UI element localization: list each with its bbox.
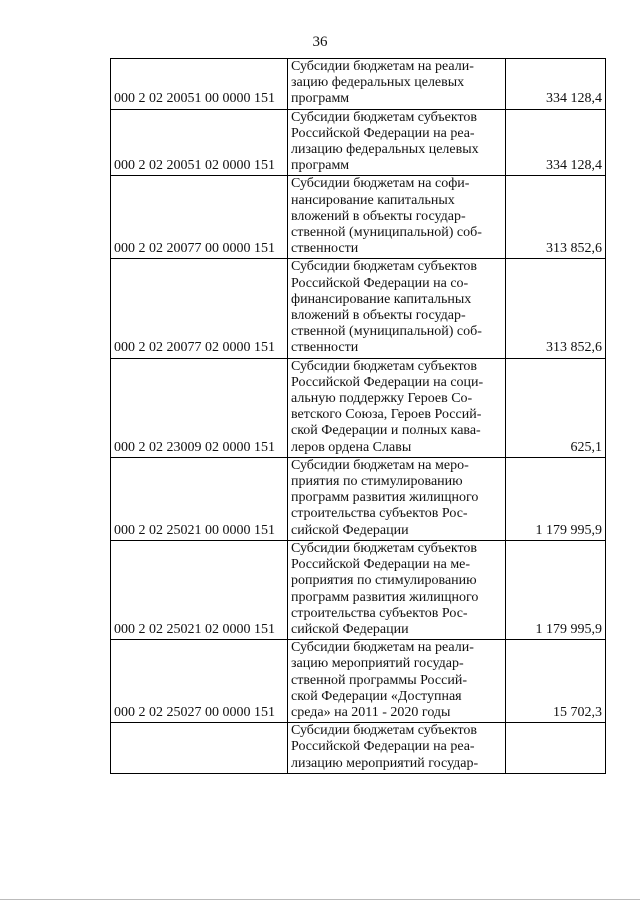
description-line: Российской Федерации на со-: [291, 275, 469, 291]
amount-cell: 15 702,3: [506, 640, 606, 723]
amount-cell: 313 852,6: [506, 176, 606, 259]
description-line: программ развития жилищного: [291, 589, 479, 605]
budget-code-cell: 000 2 02 20077 00 0000 151: [111, 176, 288, 259]
description-line: программ: [291, 158, 350, 174]
description-cell: [288, 723, 506, 774]
table-row: [111, 109, 606, 176]
budget-table: [110, 58, 606, 774]
amount-cell: [506, 723, 606, 774]
amount-cell: 313 852,6: [506, 259, 606, 358]
description-line: ственности: [291, 241, 359, 257]
description-cell: [288, 59, 506, 110]
description-line: строительства субъектов Рос-: [291, 506, 468, 522]
description-cell: [288, 259, 506, 358]
description-line: леров ордена Славы: [291, 439, 412, 455]
budget-code-cell: 000 2 02 20077 02 0000 151: [111, 259, 288, 358]
description-line: вложений в объекты государ-: [291, 208, 466, 224]
description-line: Субсидии бюджетам на софи-: [291, 176, 470, 192]
description-cell: [288, 109, 506, 176]
amount-cell: 334 128,4: [506, 59, 606, 110]
table-row: [111, 723, 606, 774]
page-bottom-edge: [0, 899, 640, 900]
description-line: финансирование капитальных: [291, 291, 472, 307]
description-line: Субсидии бюджетам субъектов: [291, 358, 478, 374]
description-line: зацию мероприятий государ-: [291, 656, 464, 672]
description-line: зацию федеральных целевых: [291, 75, 465, 91]
description-line: лизацию федеральных целевых: [291, 142, 479, 158]
description-line: альную поддержку Героев Со-: [291, 391, 473, 407]
budget-code-cell: 000 2 02 25027 00 0000 151: [111, 640, 288, 723]
description-line: среда» на 2011 - 2020 годы: [291, 704, 451, 720]
description-line: приятия по стимулированию: [291, 474, 463, 490]
description-line: Субсидии бюджетам субъектов: [291, 540, 478, 556]
description-line: роприятия по стимулированию: [291, 573, 477, 589]
description-line: ственной (муниципальной) соб-: [291, 324, 482, 340]
description-line: сийской Федерации: [291, 522, 409, 538]
description-line: нансирование капитальных: [291, 192, 455, 208]
table-row: [111, 176, 606, 259]
description-line: ской Федерации и полных кава-: [291, 423, 481, 439]
description-line: программ развития жилищного: [291, 490, 479, 506]
budget-code-cell: 000 2 02 20051 02 0000 151: [111, 109, 288, 176]
description-line: Российской Федерации на реа-: [291, 125, 475, 141]
amount-cell: 334 128,4: [506, 109, 606, 176]
table-row: [111, 59, 606, 110]
description-line: ственной (муниципальной) соб-: [291, 225, 482, 241]
description-cell: [288, 540, 506, 639]
description-line: лизацию мероприятий государ-: [291, 755, 479, 771]
description-line: сийской Федерации: [291, 621, 409, 637]
description-line: Субсидии бюджетам субъектов: [291, 109, 478, 125]
budget-code-cell: 000 2 02 23009 02 0000 151: [111, 358, 288, 457]
description-cell: [288, 457, 506, 540]
budget-code-cell: 000 2 02 20051 00 0000 151: [111, 59, 288, 110]
description-cell: [288, 358, 506, 457]
budget-code-cell: [111, 723, 288, 774]
amount-cell: 1 179 995,9: [506, 540, 606, 639]
amount-cell: 1 179 995,9: [506, 457, 606, 540]
description-line: вложений в объекты государ-: [291, 308, 466, 324]
description-line: Субсидии бюджетам субъектов: [291, 723, 478, 739]
description-line: ственности: [291, 340, 359, 356]
description-line: Субсидии бюджетам субъектов: [291, 259, 478, 275]
description-line: Субсидии бюджетам на реали-: [291, 59, 474, 74]
page-number: 36: [312, 34, 328, 50]
budget-code-cell: 000 2 02 25021 00 0000 151: [111, 457, 288, 540]
description-line: ветского Союза, Героев Россий-: [291, 407, 482, 423]
description-line: Российской Федерации на соци-: [291, 374, 484, 390]
description-line: Российской Федерации на ме-: [291, 557, 471, 573]
amount-cell: 625,1: [506, 358, 606, 457]
table-row: [111, 640, 606, 723]
description-line: Российской Федерации на реа-: [291, 739, 475, 755]
description-line: Субсидии бюджетам на меро-: [291, 457, 469, 473]
table-row: [111, 358, 606, 457]
description-line: ственной программы Россий-: [291, 672, 467, 688]
budget-code-cell: 000 2 02 25021 02 0000 151: [111, 540, 288, 639]
description-line: ской Федерации «Доступная: [291, 688, 462, 704]
table-body: [111, 59, 606, 774]
description-cell: [288, 176, 506, 259]
description-cell: [288, 640, 506, 723]
table-row: [111, 259, 606, 358]
description-line: Субсидии бюджетам на реали-: [291, 640, 474, 656]
description-line: программ: [291, 91, 350, 107]
table-row: [111, 457, 606, 540]
table-row: [111, 540, 606, 639]
description-line: строительства субъектов Рос-: [291, 605, 468, 621]
